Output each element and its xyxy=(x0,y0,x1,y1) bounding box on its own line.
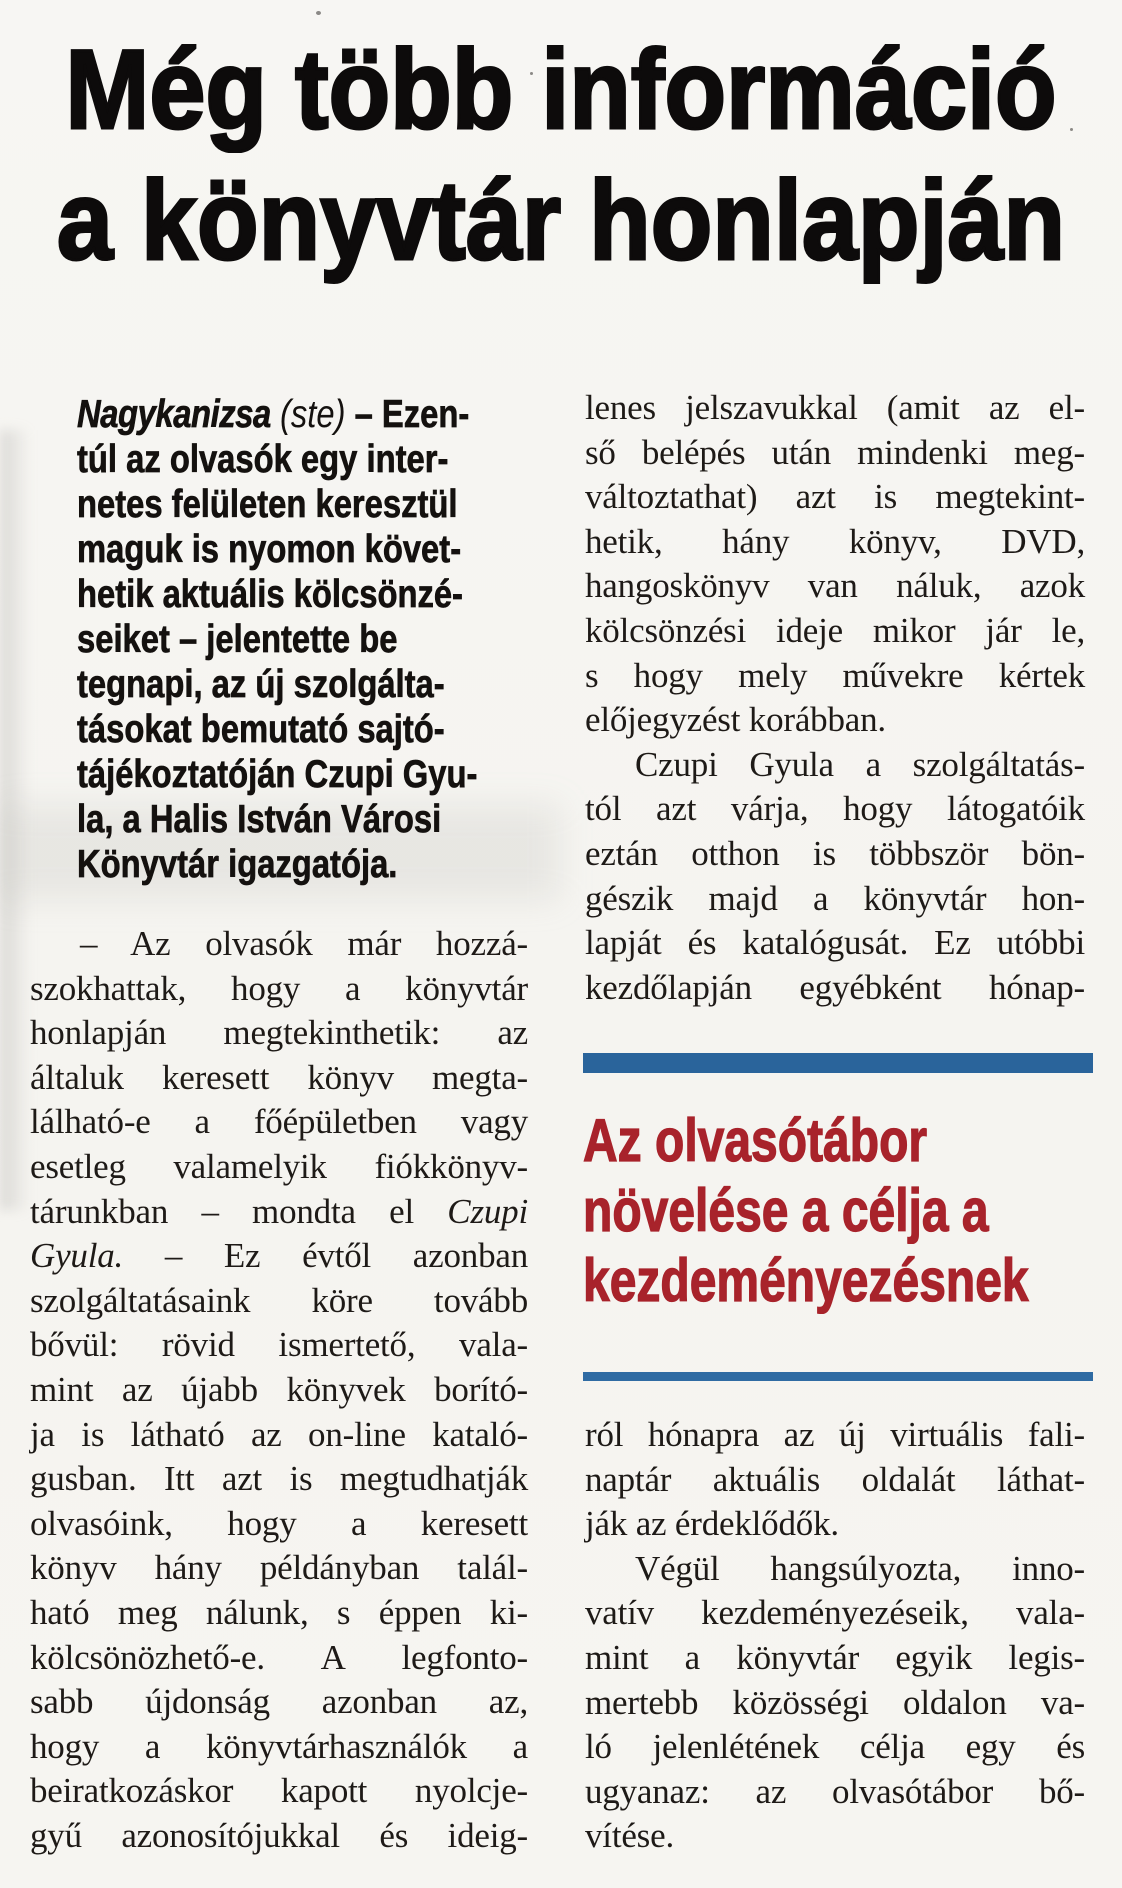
ink-speck xyxy=(316,11,321,15)
text-line: seiket – jelentette be xyxy=(77,618,398,661)
text-line: hangoskönyv van náluk, azok xyxy=(585,566,1085,606)
text-line: maguk is nyomon követ- xyxy=(77,528,462,571)
text-line: mint a könyvtár egyik legis- xyxy=(585,1637,1085,1677)
text-line: változtathat) azt is megtekint- xyxy=(585,477,1085,517)
text-line: szokhattak, hogy a könyvtár xyxy=(30,968,528,1008)
text-line: kezdeményezésnek xyxy=(583,1247,1029,1314)
text-line: ugyanaz: az olvasótábor bő- xyxy=(585,1771,1085,1811)
left-column-body xyxy=(30,922,528,1858)
text-line: s hogy mely művekre kértek xyxy=(585,655,1085,695)
text-line: vatív kezdeményezéseik, vala- xyxy=(585,1593,1085,1633)
text-line: Czupi Gyula a szolgáltatás- xyxy=(635,744,1085,784)
text-line: eztán otthon is többször bön- xyxy=(585,833,1085,873)
right-column-lower xyxy=(585,1413,1085,1859)
text-line: naptár aktuális oldalát láthat- xyxy=(585,1459,1085,1499)
text-line: hetik, hány könyv, DVD, xyxy=(585,521,1085,561)
text-line: vítése. xyxy=(585,1816,674,1856)
right-column-upper xyxy=(585,386,1085,1010)
text-line: ló jelenlétének célja egy és xyxy=(585,1727,1085,1767)
text-line: a könyvtár honlapján xyxy=(56,158,1066,283)
text-line: mint az újabb könyvek borító- xyxy=(30,1369,528,1409)
text-line: tájékoztatóján Czupi Gyu- xyxy=(77,753,478,796)
text-line: bővül: rövid ismertető, vala- xyxy=(30,1325,528,1365)
text-line: Nagykanizsa (ste) – Ezen- xyxy=(77,393,470,436)
text-line: Könyvtár igazgatója. xyxy=(77,843,398,886)
article-headline xyxy=(0,24,1122,286)
text-line: tásokat bemutató sajtó- xyxy=(77,708,445,751)
text-line: esetleg valamelyik fiókkönyv- xyxy=(30,1146,528,1186)
text-line: honlapján megtekinthetik: az xyxy=(30,1013,528,1053)
text-line: lenes jelszavukkal (amit az el- xyxy=(585,388,1085,427)
text-line: előjegyzést korábban. xyxy=(585,700,886,740)
text-line: mertebb közösségi oldalon va- xyxy=(585,1682,1085,1722)
text-line: lálható-e a főépületben vagy xyxy=(30,1102,528,1142)
text-line: gusban. Itt azt is megtudhatják xyxy=(30,1459,528,1499)
text-line: ról hónapra az új virtuális fali- xyxy=(585,1415,1085,1454)
text-line: növelése a célja a xyxy=(583,1177,989,1244)
text-line: tegnapi, az új szolgálta- xyxy=(77,663,445,706)
text-line: la, a Halis István Városi xyxy=(77,798,442,841)
text-line: könyv hány példányban talál- xyxy=(30,1548,528,1588)
text-line: Az olvasótábor xyxy=(583,1107,928,1174)
text-line: Még több információ xyxy=(65,27,1057,152)
text-line: tól azt várja, hogy látogatóik xyxy=(585,789,1085,829)
lead-paragraph xyxy=(77,392,542,887)
text-line: – Az olvasók már hozzá- xyxy=(80,924,528,963)
text-line: Végül hangsúlyozta, inno- xyxy=(635,1548,1085,1588)
text-line: hetik aktuális kölcsönzé- xyxy=(77,573,463,616)
text-line: beiratkozáskor kapott nyolcje- xyxy=(30,1771,528,1811)
text-line: olvasóink, hogy a keresett xyxy=(30,1503,528,1543)
text-line: netes felületen keresztül xyxy=(77,483,458,526)
text-line: általuk keresett könyv megta- xyxy=(30,1057,528,1097)
text-line: lapját és katalógusát. Ez utóbbi xyxy=(585,923,1085,963)
pullquote-bottom-rule xyxy=(583,1372,1093,1381)
text-line: ső belépés után mindenki meg- xyxy=(585,432,1085,472)
text-line: szolgáltatásaink köre tovább xyxy=(30,1280,528,1320)
text-line: ható meg nálunk, s éppen ki- xyxy=(30,1592,528,1632)
text-line: tárunkban – mondta el Czupi xyxy=(30,1191,528,1231)
text-line: kölcsönzési ideje mikor jár le, xyxy=(585,610,1085,650)
pullquote-top-rule xyxy=(583,1053,1093,1073)
text-line: ja is látható az on-line kataló- xyxy=(30,1414,528,1454)
text-line: kezdőlapján egyébként hónap- xyxy=(585,967,1085,1007)
text-line: gészik majd a könyvtár hon- xyxy=(585,878,1085,918)
text-line: hogy a könyvtárhasználók a xyxy=(30,1726,528,1766)
text-line: kölcsönözhető-e. A legfonto- xyxy=(30,1637,528,1677)
text-line: gyű azonosítójukkal és ideig- xyxy=(30,1815,528,1855)
text-line: ják az érdeklődők. xyxy=(585,1504,839,1544)
text-line: sabb újdonság azonban az, xyxy=(30,1682,528,1722)
text-line: túl az olvasók egy inter- xyxy=(77,438,449,481)
pull-quote xyxy=(583,1106,1095,1316)
text-line: Gyula. – Ez évtől azonban xyxy=(30,1236,528,1276)
